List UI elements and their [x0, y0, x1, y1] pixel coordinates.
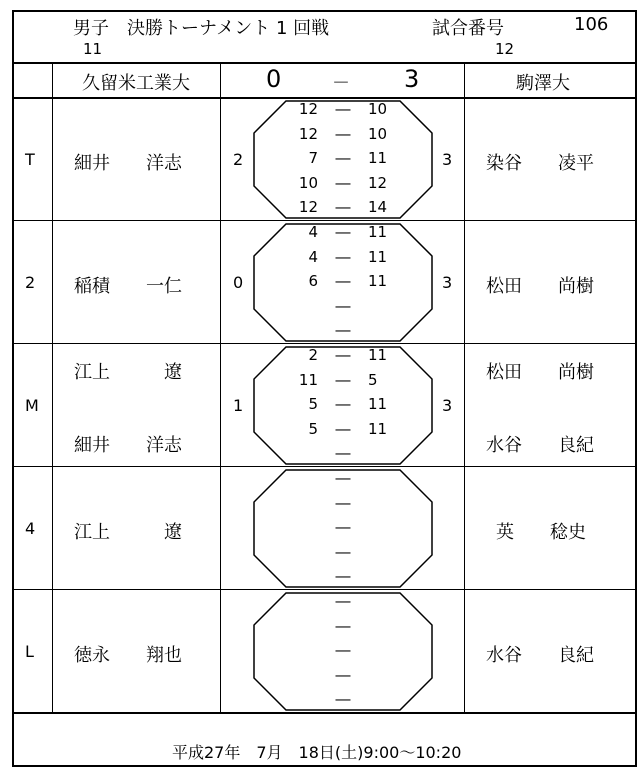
right-player-name: 染谷 凌平 — [486, 152, 594, 174]
right-games-won: 3 — [442, 395, 453, 415]
left-games-won: 2 — [233, 149, 244, 169]
game-score-right: 11 — [368, 149, 388, 167]
right-games-won: 3 — [442, 272, 453, 292]
game-score-left: 10 — [298, 173, 318, 192]
match-label: 2 — [25, 272, 36, 292]
game-score-right: 11 — [368, 395, 388, 413]
team-score-dash: － — [332, 73, 350, 94]
game-score-dash: ― — [335, 690, 351, 708]
game-score-right: 11 — [368, 223, 388, 241]
left-number: 11 — [83, 40, 103, 58]
game-score-left: 12 — [298, 124, 318, 143]
right-player-name: 水谷 良紀 — [486, 644, 594, 666]
game-score-dash: ― — [335, 370, 351, 389]
match-number-label: 試合番号 — [432, 18, 504, 39]
game-score-right: 10 — [368, 124, 388, 143]
game-score-dash: ― — [335, 100, 351, 118]
game-score-dash: ― — [335, 493, 351, 512]
left-team-score: 0 — [266, 65, 282, 93]
game-score-right: 11 — [368, 247, 388, 266]
game-score-dash: ― — [335, 272, 351, 290]
game-score-right: 11 — [368, 272, 388, 290]
game-score-dash: ― — [335, 616, 351, 635]
left-player-name: 江上 遼 — [74, 362, 182, 383]
left-player-name: 徳永 翔也 — [74, 644, 182, 666]
game-score-dash: ― — [335, 518, 351, 536]
match-label: M — [25, 395, 39, 415]
game-score-right: 12 — [368, 173, 388, 192]
match-label: 4 — [25, 518, 36, 538]
game-score-dash: ― — [335, 419, 351, 438]
game-score-right: 10 — [368, 100, 388, 118]
tournament-title: 男子 決勝トーナメント 1 回戦 — [73, 18, 330, 39]
right-number: 12 — [495, 40, 515, 58]
game-score-dash: ― — [335, 247, 351, 266]
match-label: T — [25, 149, 35, 169]
right-player-name: 水谷 良紀 — [486, 435, 594, 456]
game-score-right: 14 — [368, 198, 388, 216]
game-score-dash: ― — [335, 346, 351, 364]
game-score-left: 2 — [308, 346, 318, 364]
game-score-left: 12 — [298, 198, 318, 216]
game-score-right: 11 — [368, 419, 388, 438]
right-player-name: 松田 尚樹 — [486, 275, 594, 297]
game-score-left: 5 — [308, 419, 318, 438]
game-score-dash: ― — [335, 542, 351, 561]
game-score-dash: ― — [335, 592, 351, 610]
game-score-left: 7 — [308, 149, 318, 167]
right-team-name: 駒澤大 — [516, 73, 570, 94]
right-team-score: 3 — [404, 65, 420, 93]
game-score-right: 11 — [368, 346, 388, 364]
game-score-dash: ― — [335, 469, 351, 487]
left-player-name: 細井 洋志 — [74, 435, 182, 456]
game-score-dash: ― — [335, 444, 351, 462]
right-games-won: 3 — [442, 149, 453, 169]
left-games-won: 0 — [233, 272, 244, 292]
game-score-left: 5 — [308, 395, 318, 413]
game-score-dash: ― — [335, 124, 351, 143]
game-score-dash: ― — [335, 296, 351, 315]
game-score-dash: ― — [335, 641, 351, 659]
left-player-name: 細井 洋志 — [74, 152, 182, 174]
left-player-name: 江上 遼 — [74, 521, 182, 543]
game-score-right: 5 — [368, 370, 378, 389]
game-score-left: 4 — [308, 247, 318, 266]
right-player-name: 松田 尚樹 — [486, 362, 594, 383]
game-score-dash: ― — [335, 321, 351, 339]
game-score-left: 6 — [308, 272, 318, 290]
right-player-name: 英 稔史 — [496, 521, 586, 543]
left-player-name: 稲積 一仁 — [74, 275, 182, 297]
match-number: 106 — [574, 14, 609, 35]
match-label: L — [25, 641, 34, 661]
game-score-dash: ― — [335, 173, 351, 192]
left-team-name: 久留米工業大 — [82, 73, 190, 94]
left-games-won: 1 — [233, 395, 244, 415]
game-score-dash: ― — [335, 665, 351, 684]
game-score-dash: ― — [335, 567, 351, 585]
game-score-left: 11 — [298, 370, 318, 389]
match-date: 平成27年 7月 18日(土)9:00～10:20 — [172, 743, 462, 762]
game-score-dash: ― — [335, 198, 351, 216]
game-score-left: 4 — [308, 223, 318, 241]
game-score-dash: ― — [335, 395, 351, 413]
game-score-left: 12 — [298, 100, 318, 118]
game-score-dash: ― — [335, 149, 351, 167]
game-score-dash: ― — [335, 223, 351, 241]
